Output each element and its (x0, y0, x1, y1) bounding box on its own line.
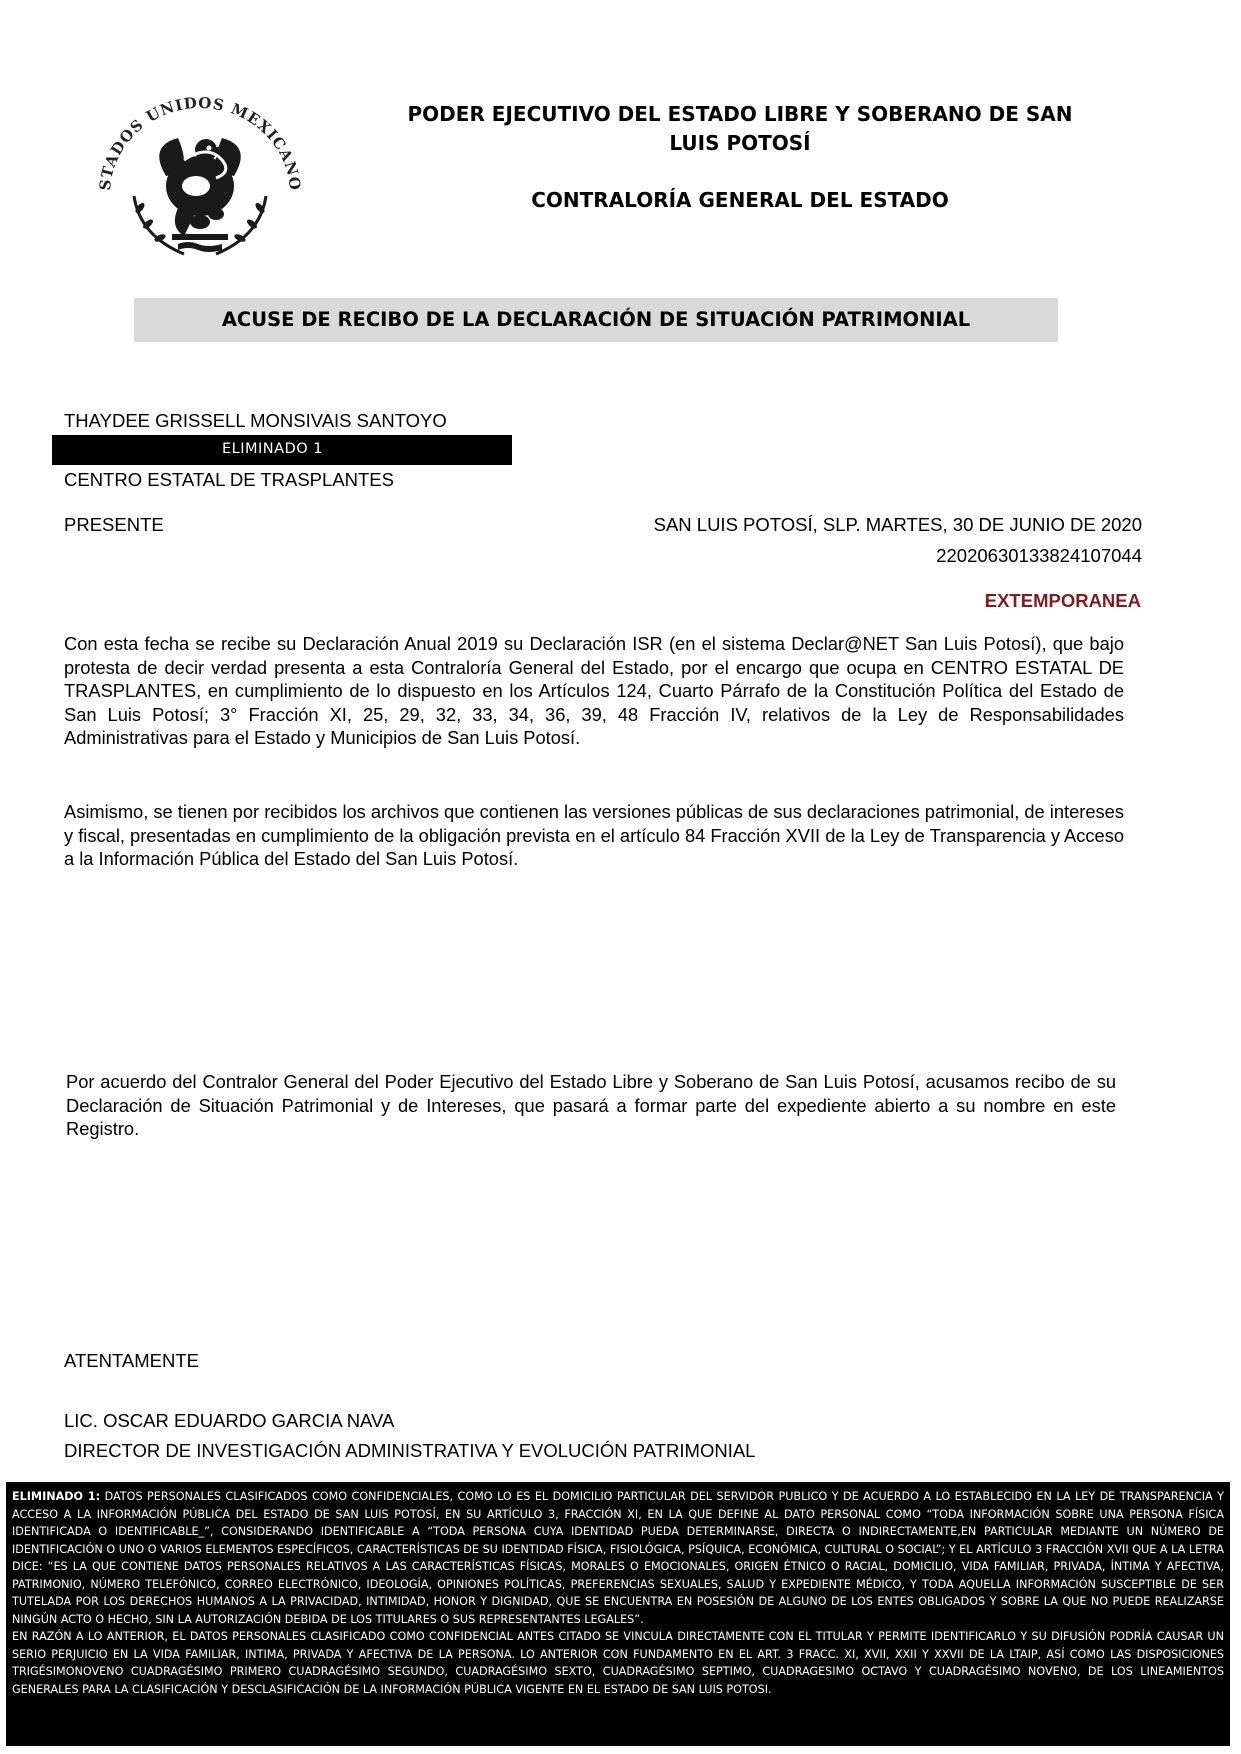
footnote-label: ELIMINADO 1: (12, 1490, 101, 1503)
redaction-footnote (6, 1482, 1230, 1746)
government-heading (400, 100, 1080, 158)
heading-line-2: LUIS POTOSÍ (669, 131, 811, 155)
document-title-bar (134, 298, 1058, 342)
signer-name: LIC. OSCAR EDUARDO GARCIA NAVA (64, 1410, 395, 1431)
closing: ATENTAMENTE (64, 1350, 199, 1371)
place-date: SAN LUIS POTOSÍ, SLP. MARTES, 30 DE JUNIO DE 2020 (653, 514, 1142, 535)
seal-text: STADOS UNIDOS MEXICANO (95, 93, 305, 192)
redaction-label: ELIMINADO 1 (222, 441, 323, 457)
footnote-text-1: DATOS PERSONALES CLASIFICADOS COMO CONFIDENCIALES, COMO LO ES EL DOMICILIO PARTICULAR DEL SERVIDOR PUBLICO Y DE ACUERDO A LO ESTABLECIDO EN LA LEY DE TRANSPARENCIA Y ACCESO A LA INFORMACIÓN PÚBLICA DEL ESTADO DE SAN LUIS POTOSÍ, EN SU ARTÍCULO 3, FRACCIÓN XI, EN LA QUE DEFINE AL DATO PERSONAL COMO “TODA INFORMACIÓN SOBRE UNA PERSONA FÍSICA IDENTIFICADA O IDENTIFICABLE_”, CONSIDERANDO IDENTIFICABLE A “TODA PERSONA CUYA IDENTIDAD PUEDA DETERMINARSE, DIRECTA O INDIRECTAMENTE,EN PARTICULAR MEDIANTE UN NÚMERO DE IDENTIFICACIÓN O UNO O VARIOS ELEMENTOS ESPECÍFICOS, CARACTERÍSTICAS DE SU IDENTIDAD FÍSICA, FISIOLÓGICA, PSÍQUICA, ECONÓMICA, CULTURAL O SOCIAL”; Y EL ARTÍCULO 3 FRACCIÓN XVII QUE A LA LETRA DICE: “ES LA QUE CONTIENE DATOS PERSONALES RELATIVOS A LAS CARACTERÍSTICAS FÍSICAS, MORALES O EMOCIONALES, ORIGEN ÉTNICO O RACIAL, DOMICILIO, VIDA FAMILIAR, PRIVADA, ÍNTIMA Y AFECTIVA, PATRIMONIO, NÚMERO TELEFÓNICO, CORREO ELECTRÓNICO, IDEOLOGÍA, OPINIONES POLÍTICAS, PREFERENCIAS SEXUALES, SALUD Y EXPEDIENTE MÉDICO, Y TODA AQUELLA INFORMACIÓN SUSCEPTIBLE DE SER TUTELADA POR LOS DERECHOS HUMANOS A LA PRIVACIDAD, INTIMIDAD, HONOR Y DIGNIDAD, QUE SE ENCUENTRA EN POSESIÓN DE ALGUNO DE LOS ENTES OBLIGADOS Y SOBRE LA QUE NO PUEDE REALIZARSE NINGÚN ACTO O HECHO, SIN LA AUTORIZACIÓN DEBIDA DE LOS TITULARES O SUS REPRESENTANTES LEGALES”. (12, 1490, 1224, 1626)
body-paragraph-3: Por acuerdo del Contralor General del Poder Ejecutivo del Estado Libre y Soberano de San Luis Potosí, acusamos recibo de su Declaración de Situación Patrimonial y de Intereses, que pasará a formar parte del expediente abierto a su nombre en este Registro. (66, 1071, 1116, 1140)
document-title: ACUSE DE RECIBO DE LA DECLARACIÓN DE SITUACIÓN PATRIMONIAL (221, 308, 971, 331)
signer-position: DIRECTOR DE INVESTIGACIÓN ADMINISTRATIVA Y EVOLUCIÓN PATRIMONIAL (64, 1440, 756, 1461)
mexican-coat-of-arms-seal-icon (88, 86, 310, 270)
presente-label: PRESENTE (64, 514, 164, 535)
body-paragraph-1: Con esta fecha se recibe su Declaración Anual 2019 su Declaración ISR (en el sistema Declar@NET San Luis Potosí), que bajo protesta de decir verdad presenta a esta Contraloría General del Estado, por el encargo que ocupa en CENTRO ESTATAL DE TRASPLANTES, en cumplimiento de lo dispuesto en los Artículos 124, Cuarto Párrafo de la Constitución Política del Estado de San Luis Potosí; 3° Fracción XI, 25, 29, 32, 33, 34, 36, 39, 48 Fracción IV, relativos de la Ley de Responsabilidades Administrativas para el Estado y Municipios de San Luis Potosí. (64, 633, 1124, 749)
footnote-paragraph-2 (12, 1628, 1224, 1698)
recipient-name: THAYDEE GRISSELL MONSIVAIS SANTOYO (64, 410, 447, 431)
office-heading: CONTRALORÍA GENERAL DEL ESTADO (531, 188, 949, 212)
footnote-paragraph-1 (12, 1488, 1224, 1628)
status-label: EXTEMPORANEA (984, 590, 1141, 611)
redaction-box (52, 435, 512, 465)
recipient-agency: CENTRO ESTATAL DE TRASPLANTES (64, 469, 394, 490)
body-paragraph-2: Asimismo, se tienen por recibidos los archivos que contienen las versiones públicas de sus declaraciones patrimonial, de intereses y fiscal, presentadas en cumplimiento de la obligación prevista en el artículo 84 Fracción XVII de la Ley de Transparencia y Acceso a la Información Pública del Estado del San Luis Potosí. (64, 801, 1124, 870)
folio-number: 22020630133824107044 (936, 545, 1142, 566)
heading-line-1: PODER EJECUTIVO DEL ESTADO LIBRE Y SOBERANO DE SAN (407, 102, 1073, 126)
footnote-text-2: EN RAZÓN A LO ANTERIOR, EL DATOS PERSONALES CLASIFICADO COMO CONFIDENCIAL ANTES CITADO SE VINCULA DIRECTAMENTE CON EL TITULAR Y PERMITE IDENTIFICARLO Y SU DIFUSIÓN PODRÍA CAUSAR UN SERIO PERJUICIO EN LA VIDA FAMILIAR, INTIMA, PRIVADA Y AFECTIVA DE LA PERSONA. LO ANTERIOR CON FUNDAMENTO EN EL ART. 3 FRACC. XI, XVII, XXII Y XXVII DE LA LTAIP, ASÍ COMO LAS DISPOSICIONES TRIGÉSIMONOVENO CUADRAGÉSIMO PRIMERO CUADRAGÉSIMO SEGUNDO, CUADRAGÉSIMO SEXTO, CUADRAGÉSIMO SEPTIMO, CUADRAGESIMO OCTAVO Y CUADRAGÉSIMO NOVENO, DE LOS LINEAMIENTOS GENERALES PARA LA CLASIFICACIÓN Y DESCLASIFICACIÓN DE LA INFORMACIÓN PÚBLICA VIGENTE EN EL ESTADO DE SAN LUIS POTOSI. (12, 1630, 1224, 1696)
